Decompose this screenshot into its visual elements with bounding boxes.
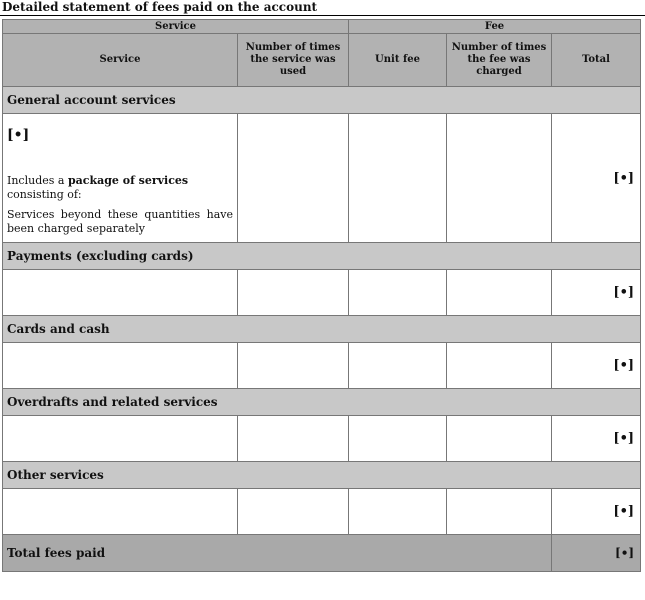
total-cell: [•]	[552, 489, 641, 535]
times-used-cell	[238, 343, 349, 389]
times-charged-cell	[447, 343, 552, 389]
col-header-unit-fee: Unit fee	[349, 34, 447, 87]
times-used-cell	[238, 489, 349, 535]
section-label: Cards and cash	[3, 316, 641, 343]
title-rule	[0, 15, 645, 16]
service-cell	[3, 270, 238, 316]
unit-fee-cell	[349, 489, 447, 535]
section-header-general	[3, 87, 641, 114]
times-used-cell	[238, 114, 349, 243]
group-header-row	[3, 20, 641, 34]
group-header-fee: Fee	[349, 20, 641, 34]
unit-fee-cell	[349, 416, 447, 462]
unit-fee-cell	[349, 343, 447, 389]
service-cell	[3, 489, 238, 535]
col-header-total: Total	[552, 34, 641, 87]
times-charged-cell	[447, 416, 552, 462]
section-header-other	[3, 462, 641, 489]
total-cell: [•]	[552, 343, 641, 389]
general-description-cell	[3, 114, 238, 243]
section-row-overdrafts	[3, 416, 641, 462]
service-cell	[3, 416, 238, 462]
placeholder-marker: [•]	[7, 127, 30, 143]
section-label: Other services	[3, 462, 641, 489]
times-charged-cell	[447, 114, 552, 243]
service-cell	[3, 343, 238, 389]
col-header-service: Service	[3, 34, 238, 87]
section-header-payments	[3, 243, 641, 270]
unit-fee-cell	[349, 114, 447, 243]
times-charged-cell	[447, 270, 552, 316]
fee-table	[2, 19, 641, 572]
group-header-service: Service	[3, 20, 349, 34]
section-row-general	[3, 114, 641, 243]
grand-total-value: [•]	[552, 535, 641, 572]
col-header-times-used: Number of times the service was used	[238, 34, 349, 87]
times-used-cell	[238, 416, 349, 462]
grand-total-row	[3, 535, 641, 572]
section-label: General account services	[3, 87, 641, 114]
package-text: Includes a package of services consisting of:	[7, 174, 189, 201]
grand-total-label: Total fees paid	[3, 535, 552, 572]
total-cell: [•]	[552, 114, 641, 243]
section-row-payments	[3, 270, 641, 316]
total-cell: [•]	[552, 416, 641, 462]
total-cell: [•]	[552, 270, 641, 316]
column-header-row	[3, 34, 641, 87]
times-charged-cell	[447, 489, 552, 535]
section-row-other	[3, 489, 641, 535]
section-header-cards	[3, 316, 641, 343]
section-label: Payments (excluding cards)	[3, 243, 641, 270]
separate-charge-note: Services beyond these quantities have been charged separately	[7, 208, 233, 235]
page-title: Detailed statement of fees paid on the account	[2, 0, 318, 14]
section-header-overdrafts	[3, 389, 641, 416]
section-row-cards	[3, 343, 641, 389]
times-used-cell	[238, 270, 349, 316]
section-label: Overdrafts and related services	[3, 389, 641, 416]
unit-fee-cell	[349, 270, 447, 316]
col-header-times-charged: Number of times the fee was charged	[447, 34, 552, 87]
